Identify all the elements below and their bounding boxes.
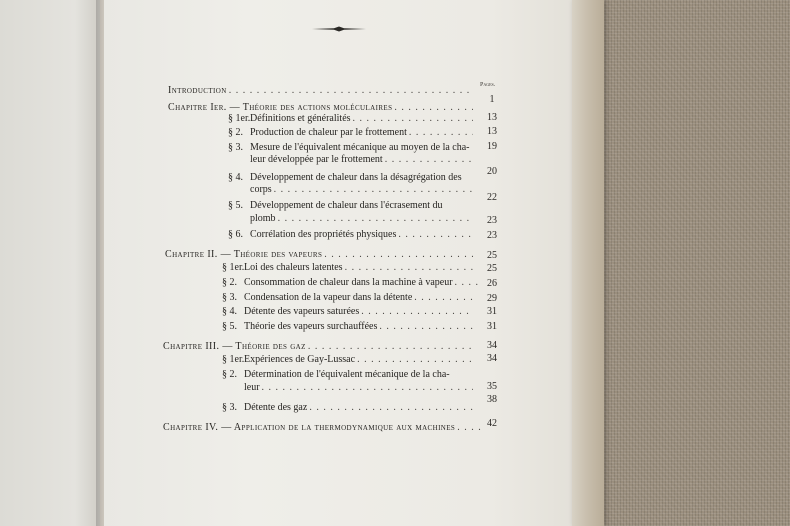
page-number: 42 xyxy=(487,418,497,429)
page-number: 13 xyxy=(487,126,497,137)
toc-section: § 2. Détermination de l'équivalent mécanique de la cha- xyxy=(222,369,450,380)
page-number: 13 xyxy=(487,112,497,123)
toc-chapter-3: Chapitre III. — Théorie des gaz . . . xyxy=(163,341,473,353)
toc-section-continuation: leur développée par le frottement . . . xyxy=(250,154,473,166)
toc-section: § 4. Développement de chaleur dans la désagrégation des xyxy=(228,172,462,183)
page-number: 34 xyxy=(487,353,497,364)
toc-section: § 1er. Expériences de Gay-Lussac . . . xyxy=(222,354,473,366)
toc-section-continuation: leur . . . xyxy=(244,382,473,394)
toc-section-continuation: plomb . . . xyxy=(250,213,473,225)
page-number: 34 xyxy=(487,340,497,351)
page-number: 35 xyxy=(487,381,497,392)
toc-section: § 1er. Loi des chaleurs latentes . . . xyxy=(222,262,473,274)
toc-section-continuation: corps . . . xyxy=(250,184,473,196)
toc-section: § 6. Corrélation des propriétés physiques . . . xyxy=(228,229,473,241)
page-number: 31 xyxy=(487,306,497,317)
page-number: 31 xyxy=(487,321,497,332)
toc-section: § 3. Détente des gaz . . . xyxy=(222,402,473,414)
pages-column-label: Pages. xyxy=(480,82,496,88)
page-number: 38 xyxy=(487,394,497,405)
toc-chapter-4: Chapitre IV. — Application de la thermodynamique aux machines . . . xyxy=(163,422,481,434)
page-number: 1 xyxy=(489,94,495,105)
page-number: 22 xyxy=(487,192,497,203)
page-number: 20 xyxy=(487,166,497,177)
toc-section: § 5. Théorie des vapeurs surchauffées . . . xyxy=(222,321,473,333)
toc-section: § 5. Développement de chaleur dans l'écrasement du xyxy=(228,200,443,211)
page-number: 25 xyxy=(487,250,497,261)
toc-entry-introduction: Introduction . . . xyxy=(168,85,473,97)
toc-section: § 2. Production de chaleur par le frottement . . . xyxy=(228,127,473,139)
page-number: 29 xyxy=(487,293,497,304)
toc-section: § 2. Consommation de chaleur dans la machine à vapeur . . . xyxy=(222,277,480,289)
toc-section: § 1er. Définitions et généralités . . . xyxy=(228,113,473,125)
page-number: 26 xyxy=(487,278,497,289)
toc-chapter-1: Chapitre Ier. — Théorie des actions moléculaires . . . xyxy=(168,102,473,114)
page-number: 19 xyxy=(487,141,497,152)
toc-chapter-2: Chapitre II. — Théorie des vapeurs . . . xyxy=(165,249,473,261)
toc-section: § 3. Mesure de l'équivalent mécanique au moyen de la cha- xyxy=(228,142,470,153)
page-number: 23 xyxy=(487,215,497,226)
toc-section: § 4. Détente des vapeurs saturées . . . xyxy=(222,306,473,318)
page-number: 23 xyxy=(487,230,497,241)
toc-section: § 3. Condensation de la vapeur dans la détente . . . xyxy=(222,292,473,304)
page-number: 25 xyxy=(487,263,497,274)
